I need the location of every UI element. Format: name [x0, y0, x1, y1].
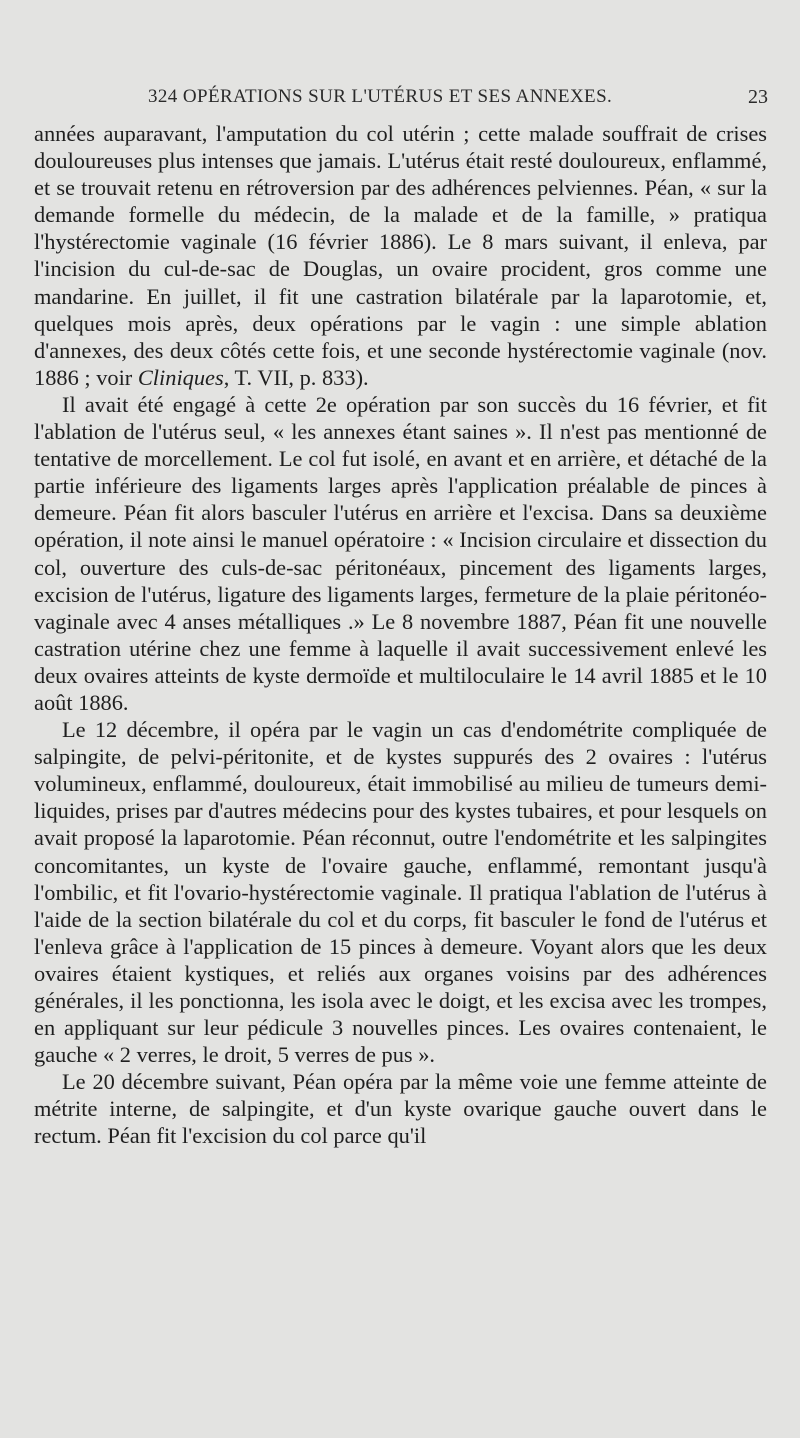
paragraph-3: Le 12 décembre, il opéra par le vagin un cas d'endométrite compliquée de salpingite, de pelvi-péritonite, et de kystes suppurés des 2 ovaires : l'utérus volumineux, enflammé, douloureux, était immobilisé au milieu de tumeurs demi-liquides, prises par d'autres médecins pour des kystes tubaires, et pour lesquels on avait proposé la laparotomie. Péan réconnut, outre l'endométrite et les salpingites concomitantes, un kyste de l'ovaire gauche, enflammé, remontant jusqu'à l'ombilic, et fit l'ovario-hystérectomie vaginale. Il pratiqua l'ablation de l'utérus à l'aide de la section bilatérale du col et du corps, fit basculer le fond de l'utérus et l'enleva grâce à l'application de 15 pinces à demeure. Voyant alors que les deux ovaires étaient kystiques, et reliés aux organes voisins par des adhérences générales, il les ponctionna, les isola avec le doigt, et les excisa avec les trompes, en appliquant sur leur pédicule 3 nouvelles pinces. Les ovaires contenaient, le gauche « 2 verres, le droit, 5 verres de pus ».	[34, 717, 767, 1068]
paragraph-1-end: , T. VII, p. 833).	[223, 364, 369, 390]
book-title-italic: Cliniques	[137, 364, 224, 390]
running-title: 324 OPÉRATIONS SUR L'UTÉRUS ET SES ANNEXES.	[148, 86, 613, 107]
body-text	[34, 120, 767, 1150]
page-number: 23	[748, 86, 768, 108]
paragraph-4: Le 20 décembre suivant, Péan opéra par la même voie une femme atteinte de métrite interne, de salpingite, et d'un kyste ovarique gauche ouvert dans le rectum. Péan fit l'excision du col parce qu'il	[34, 1069, 767, 1149]
paragraph-1-text: années auparavant, l'amputation du col utérin ; cette malade souffrait de crises douloureuses plus intenses que jamais. L'utérus était resté douloureux, enflammé, et se trouvait retenu en rétroversion par des adhérences pelviennes. Péan, « sur la demande formelle du médecin, de la malade et de la famille, » pratiqua l'hystérectomie vaginale (16 février 1886). Le 8 mars suivant, il enleva, par l'incision du cul-de-sac de Douglas, un ovaire procident, gros comme une mandarine. En juillet, il fit une castration bilatérale par la laparotomie, et, quelques mois après, deux opérations par le vagin : une simple ablation d'annexes, des deux côtés cette fois, et une seconde hystérectomie vaginale (nov. 1886 ; voir	[34, 121, 767, 390]
paragraph-1	[34, 120, 767, 391]
paragraph-2: Il avait été engagé à cette 2e opération par son succès du 16 février, et fit l'ablation de l'utérus seul, « les annexes étant saines ». Il n'est pas mentionné de tentative de morcellement. Le col fut isolé, en avant et en arrière, et détaché de la partie inférieure des ligaments larges après l'application préalable de pinces à demeure. Péan fit alors basculer l'utérus en arrière et l'excisa. Dans sa deuxième opération, il note ainsi le manuel opératoire : « Incision circulaire et dissection du col, ouverture des culs-de-sac péritonéaux, pincement des ligaments larges, excision de l'utérus, ligature des ligaments larges, fermeture de la plaie péritonéo-vaginale avec 4 anses métalliques .» Le 8 novembre 1887, Péan fit une nouvelle castration utérine chez une femme à laquelle il avait successivement enlevé les deux ovaires atteints de kyste dermoïde et multiloculaire le 14 avril 1885 et le 10 août 1886.	[34, 391, 767, 715]
page-header	[148, 86, 768, 116]
